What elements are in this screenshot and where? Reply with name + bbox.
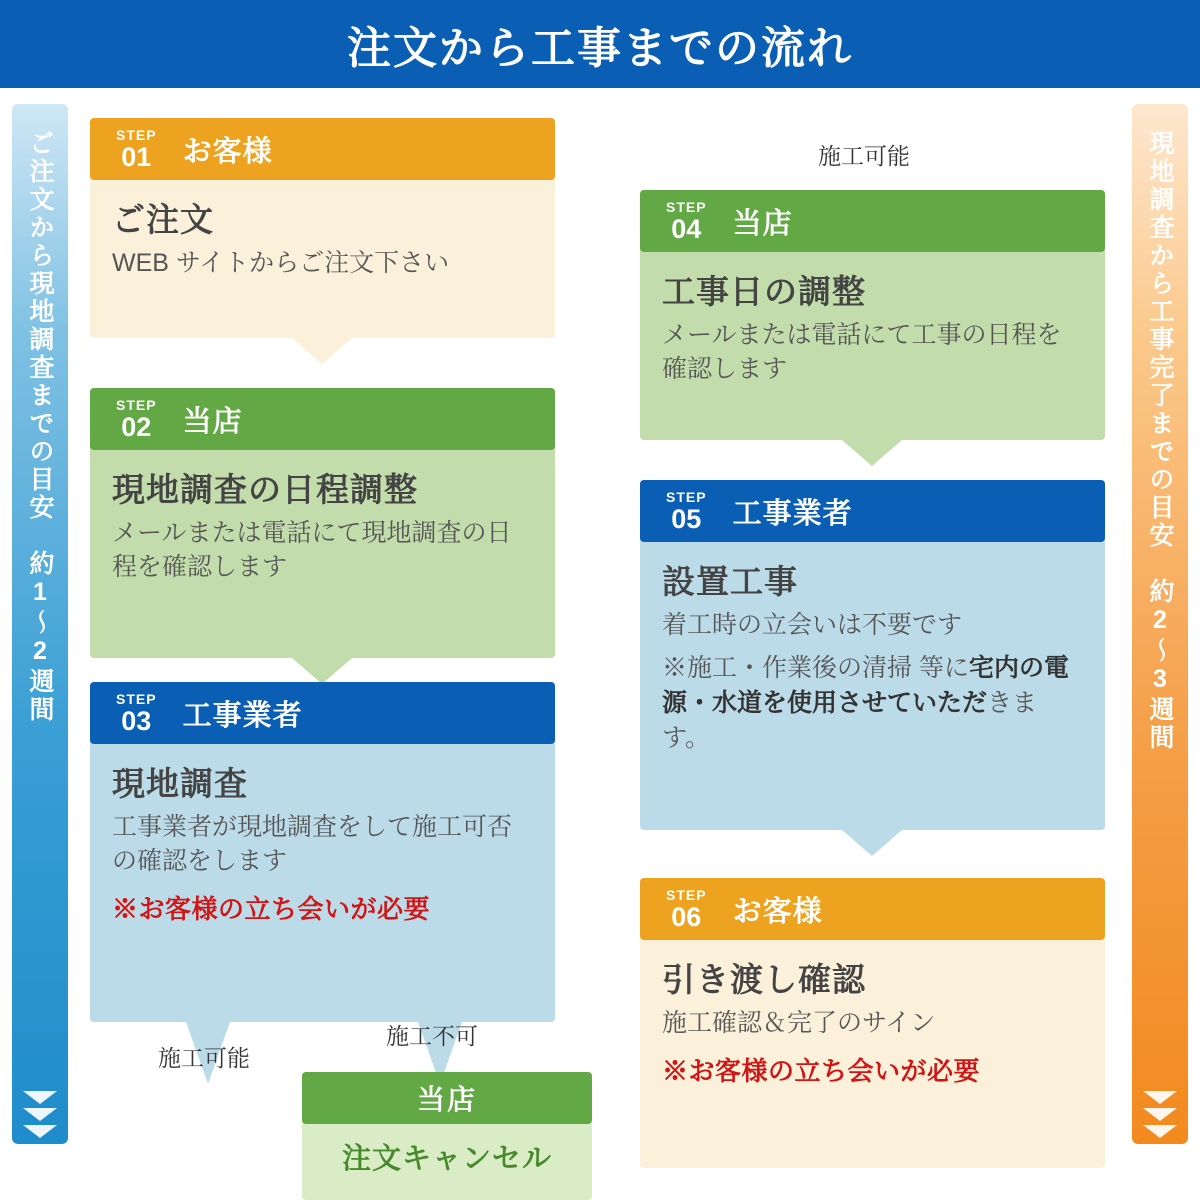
step-number-01: STEP 01 [116, 126, 157, 172]
step-card-02 [90, 388, 555, 658]
step-actor-05: 工事業者 [732, 497, 853, 530]
cancel-actor: 当店 [416, 1084, 477, 1115]
left-rail-chevrons [12, 1091, 68, 1138]
step-number-05: STEP 05 [666, 488, 707, 534]
chevron-down-icon [23, 1091, 57, 1104]
cancel-card [302, 1072, 592, 1200]
step-card-04 [640, 190, 1105, 440]
cancel-title: 注文キャンセル [341, 1143, 552, 1175]
right-rail-chevrons [1132, 1091, 1188, 1138]
step-number-04: STEP 04 [666, 198, 707, 244]
step-text-02: メールまたは電話にて現地調査の日程を確認します [112, 519, 512, 581]
arrow-02-to-03 [292, 658, 352, 684]
left-rail-label: ご注文から現地調査までの目安 約1〜2週間 [26, 130, 54, 724]
step-note-05 [662, 651, 1083, 756]
flow-label-ok-bottom: 施工可能 [158, 1045, 250, 1071]
step-note-prefix-05: ※施工・作業後の清掃 等に [662, 653, 969, 682]
flow-label-ok-top: 施工可能 [818, 143, 910, 169]
arrow-05-to-06 [842, 830, 902, 856]
step-actor-04: 当店 [732, 207, 793, 240]
step-number-06: STEP 06 [666, 886, 707, 932]
step-number-02: STEP 02 [116, 396, 157, 442]
step-actor-01: お客様 [182, 135, 273, 168]
flow-label-ng: 施工不可 [386, 1023, 478, 1049]
step-note-bold-05: 宅内の電源・水道を使用させていただ [662, 653, 1069, 717]
step-actor-06: お客様 [732, 895, 823, 928]
step-text-03: 工事業者が現地調査をして施工可否の確認をします [112, 813, 513, 875]
page-header [0, 0, 1200, 88]
page-title: 注文から工事までの流れ [347, 24, 853, 73]
step-title-03: 現地調査 [112, 765, 248, 802]
step-badge-03 [90, 682, 555, 744]
chevron-down-icon [1143, 1125, 1177, 1138]
step-actor-03: 工事業者 [182, 699, 303, 732]
arrow-01-to-02 [292, 338, 352, 364]
left-timeline-rail [12, 104, 68, 1144]
step-number-03: STEP 03 [116, 690, 157, 736]
step-title-05: 設置工事 [662, 563, 798, 600]
step-text-06: 施工確認＆完了のサイン [662, 1009, 936, 1037]
step-card-05 [640, 480, 1105, 830]
step-title-02: 現地調査の日程調整 [112, 471, 418, 508]
step-title-06: 引き渡し確認 [662, 961, 866, 998]
step-card-01 [90, 118, 555, 338]
step-warning-06: ※お客様の立ち会いが必要 [662, 1055, 981, 1086]
chevron-down-icon [23, 1125, 57, 1138]
step-text-01: WEB サイトからご注文下さい [112, 249, 450, 277]
step-text-05: 着工時の立会いは不要です [662, 611, 963, 639]
chevron-down-icon [1143, 1091, 1177, 1104]
step-badge-01 [90, 118, 555, 180]
step-badge-04 [640, 190, 1105, 252]
right-timeline-rail [1132, 104, 1188, 1144]
step-badge-05 [640, 480, 1105, 542]
step-note-suffix-05: きます。 [662, 688, 1038, 752]
chevron-down-icon [23, 1108, 57, 1121]
chevron-down-icon [1143, 1108, 1177, 1121]
step-card-03 [90, 682, 555, 1022]
step-badge-06 [640, 878, 1105, 940]
step-title-04: 工事日の調整 [662, 273, 866, 310]
step-title-01: ご注文 [112, 201, 214, 238]
step-text-04: メールまたは電話にて工事の日程を確認します [662, 321, 1062, 383]
step-actor-02: 当店 [182, 405, 243, 438]
step-card-06 [640, 878, 1105, 1168]
right-rail-label: 現地調査から工事完了までの目安 約2〜3週間 [1146, 130, 1174, 752]
step-badge-02 [90, 388, 555, 450]
step-warning-03: ※お客様の立ち会いが必要 [112, 893, 431, 924]
cancel-badge [302, 1072, 592, 1124]
arrow-04-to-05 [842, 440, 902, 466]
